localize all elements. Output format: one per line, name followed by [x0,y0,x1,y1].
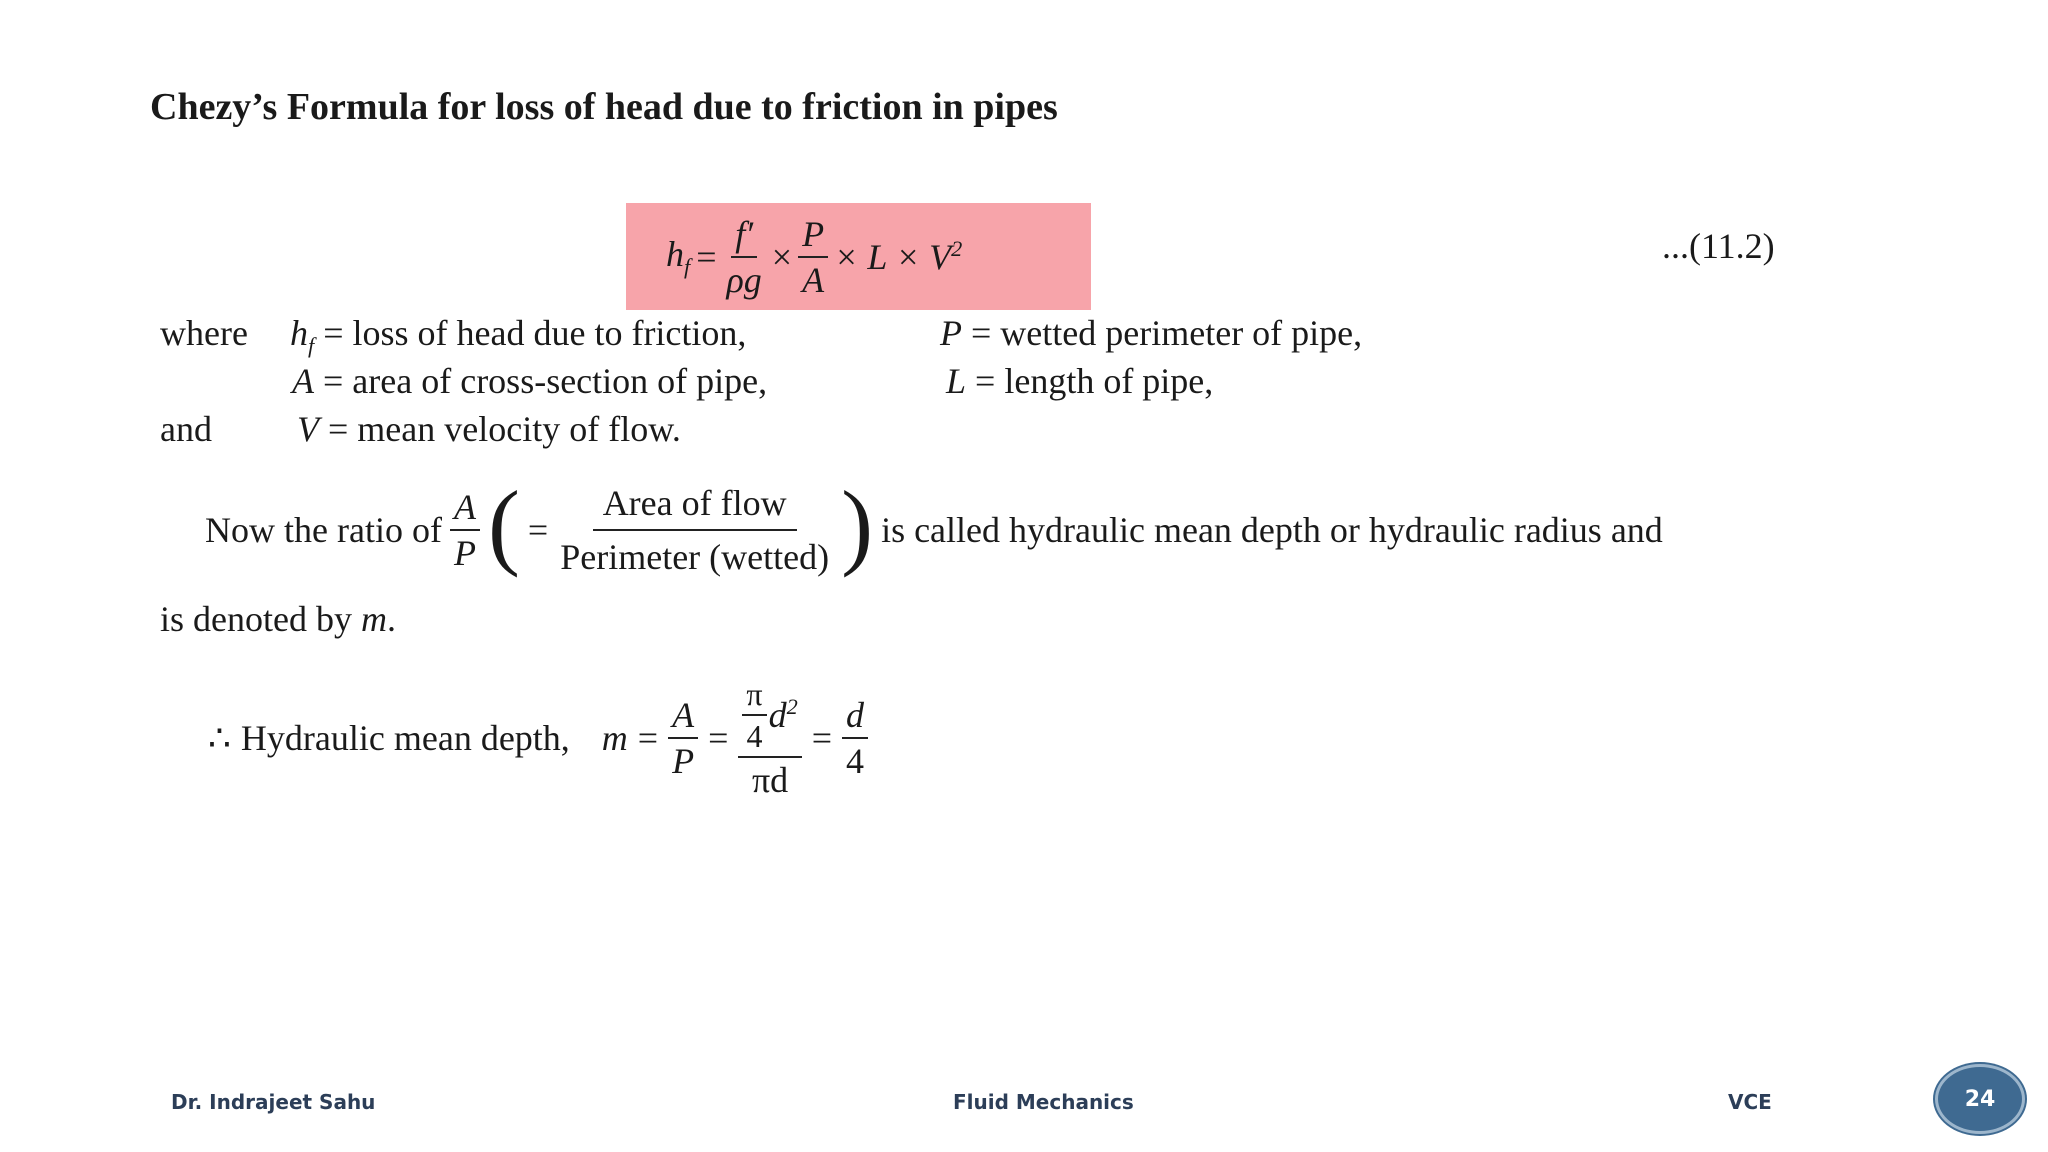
denoted-line: is denoted by m. [160,599,396,639]
hmd-label: Hydraulic mean depth, [240,717,570,758]
footer-author: Dr. Indrajeet Sahu [171,1090,376,1114]
l-definition: L = length of pipe, [946,361,1214,401]
footer-course: Fluid Mechanics [953,1090,1134,1114]
chezy-equation: $h_f$ = $\frac{f'}{\rho g}$ × $\frac{P}{A}$ × $L \times V^2$ [666,213,963,300]
equation-tail: × $L \times V^2$ [834,235,963,277]
ratio-sentence: Now the ratio of $\frac{A}{P}$ ( = $\frac{\text{Area of flow}}{\text{Perimeter (wetted)}}$ ) is called hydraulic mean depth or hydraulic radius and [205,471,1663,578]
and-label: and [160,409,212,449]
a-definition: A = area of cross-section of pipe, [292,361,768,401]
page-number-badge [1935,1064,2025,1134]
v-definition: V = mean velocity of flow. [297,409,681,449]
ratio-prefix: Now the ratio of [205,510,442,550]
p-definition: P = wetted perimeter of pipe, [940,313,1363,353]
footer-institute: VCE [1728,1090,1772,1114]
f-over-rhog-fraction: $\frac{f'}{\rho g}$ [726,213,762,300]
hmd-a-over-p: $\frac{A}{P}$ [668,697,698,779]
where-label: where [160,313,248,353]
heading-text: Chezy’s Formula for loss of head due to friction in pipes [150,86,1058,128]
hydraulic-mean-depth-equation: ∴ Hydraulic mean depth, m = $\frac{A}{P}$ = $\frac{\pi}{4}$ $d^2$ πd = $\frac{d}{4}$ [208,665,868,810]
open-paren: ( [487,471,520,578]
pi-d2-over-pid: $\frac{\pi}{4}$ $d^2$ πd [738,678,801,798]
equation-number: ...(11.2) [1662,226,1775,266]
ratio-suffix: is called hydraulic mean depth or hydraulic radius and [881,510,1663,550]
pi-over-four: $\frac{\pi}{4}$ [742,678,766,752]
p-over-a-fraction: $\frac{P}{A}$ [798,216,828,298]
therefore-symbol: ∴ [208,717,231,758]
a-over-p-fraction: $\frac{A}{P}$ [450,489,480,571]
hf-definition: $h_f$ = loss of head due to friction, [290,313,747,359]
d-over-four: $\frac{d}{4}$ [842,697,868,779]
hf-symbol: $h_f$ [666,233,691,280]
area-over-perimeter-fraction: $\frac{\text{Area of flow}}{\text{Perimeter (wetted)}}$ [560,483,830,577]
close-paren: ) [841,471,874,578]
slide-heading [150,85,1058,129]
page-number: 24 [1964,1086,1996,1112]
